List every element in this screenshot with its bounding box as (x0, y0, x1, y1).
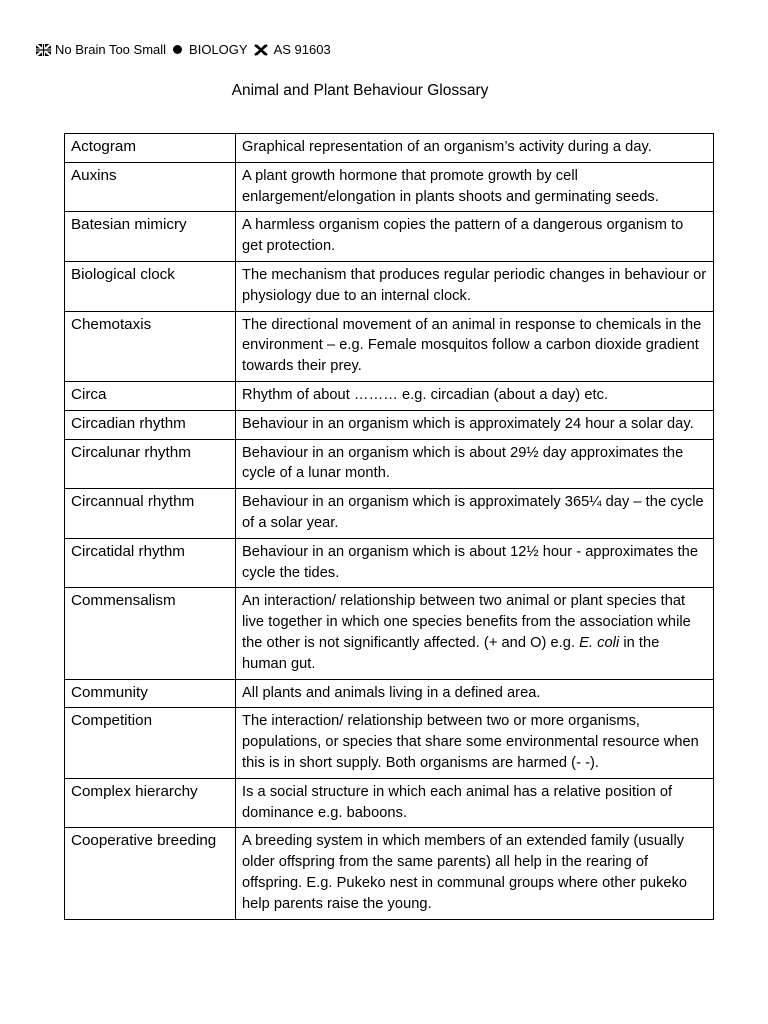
glossary-definition: Behaviour in an organism which is about 12½ hour - approximates the cycle the tides. (236, 538, 714, 588)
glossary-definition: Rhythm of about ……… e.g. circadian (about a day) etc. (236, 381, 714, 410)
glossary-definition: The directional movement of an animal in response to chemicals in the environment – e.g. Female mosquitos follow a carbon dioxide gradient towards their prey. (236, 311, 714, 381)
table-row (65, 439, 714, 489)
glossary-term: Circannual rhythm (65, 489, 236, 539)
glossary-definition (236, 588, 714, 679)
glossary-definition: A harmless organism copies the pattern of a dangerous organism to get protection. (236, 212, 714, 262)
table-row (65, 261, 714, 311)
page-title: Animal and Plant Behaviour Glossary (231, 82, 489, 99)
table-row (65, 538, 714, 588)
glossary-term: Commensalism (65, 588, 236, 679)
table-row (65, 134, 714, 163)
table-row (65, 311, 714, 381)
table-row (65, 588, 714, 679)
table-row (65, 679, 714, 708)
glossary-table (64, 133, 714, 920)
table-row (65, 162, 714, 212)
glossary-definition: Behaviour in an organism which is approximately 24 hour a solar day. (236, 410, 714, 439)
glossary-term: Competition (65, 708, 236, 778)
silver-fern-icon (254, 44, 268, 56)
nz-flag-icon (36, 44, 51, 56)
table-row (65, 381, 714, 410)
site-name: No Brain Too Small (55, 42, 167, 57)
glossary-definition: The mechanism that produces regular periodic changes in behaviour or physiology due to an internal clock. (236, 261, 714, 311)
glossary-term: Biological clock (65, 261, 236, 311)
definition-italic-text: E. coli (579, 634, 620, 651)
table-row (65, 778, 714, 828)
bullet-dot-icon (173, 45, 182, 54)
glossary-term: Chemotaxis (65, 311, 236, 381)
table-row (65, 828, 714, 919)
subject-label: BIOLOGY (189, 42, 248, 57)
glossary-definition: Behaviour in an organism which is approximately 365¼ day – the cycle of a solar year. (236, 489, 714, 539)
glossary-term: Community (65, 679, 236, 708)
definition-text: An interaction/ relationship between two animal or plant species that live together in which one species benefits from the association while the other is not significantly affected. (+ and O) e.g. (242, 593, 691, 651)
table-row (65, 489, 714, 539)
definition-text: in the human gut. (242, 634, 660, 672)
glossary-definition: All plants and animals living in a defined area. (236, 679, 714, 708)
page-header (36, 42, 331, 57)
glossary-term: Batesian mimicry (65, 212, 236, 262)
glossary-term: Complex hierarchy (65, 778, 236, 828)
glossary-definition: A breeding system in which members of an extended family (usually older offspring from the same parents) all help in the rearing of offspring. E.g. Pukeko nest in communal groups where other pukeko help parents raise the young. (236, 828, 714, 919)
standard-label: AS 91603 (273, 42, 331, 57)
table-row (65, 212, 714, 262)
table-row (65, 410, 714, 439)
glossary-term: Circa (65, 381, 236, 410)
glossary-term: Auxins (65, 162, 236, 212)
glossary-term: Circadian rhythm (65, 410, 236, 439)
glossary-definition: Behaviour in an organism which is about 29½ day approximates the cycle of a lunar month. (236, 439, 714, 489)
glossary-term: Actogram (65, 134, 236, 163)
table-row (65, 708, 714, 778)
glossary-term: Cooperative breeding (65, 828, 236, 919)
glossary-term: Circalunar rhythm (65, 439, 236, 489)
glossary-term: Circatidal rhythm (65, 538, 236, 588)
glossary-definition: A plant growth hormone that promote growth by cell enlargement/elongation in plants shoots and germinating seeds. (236, 162, 714, 212)
glossary-definition: Graphical representation of an organism’s activity during a day. (236, 134, 714, 163)
glossary-definition: The interaction/ relationship between two or more organisms, populations, or species that share some environmental resource when this is in short supply. Both organisms are harmed (- -). (236, 708, 714, 778)
glossary-definition: Is a social structure in which each animal has a relative position of dominance e.g. baboons. (236, 778, 714, 828)
